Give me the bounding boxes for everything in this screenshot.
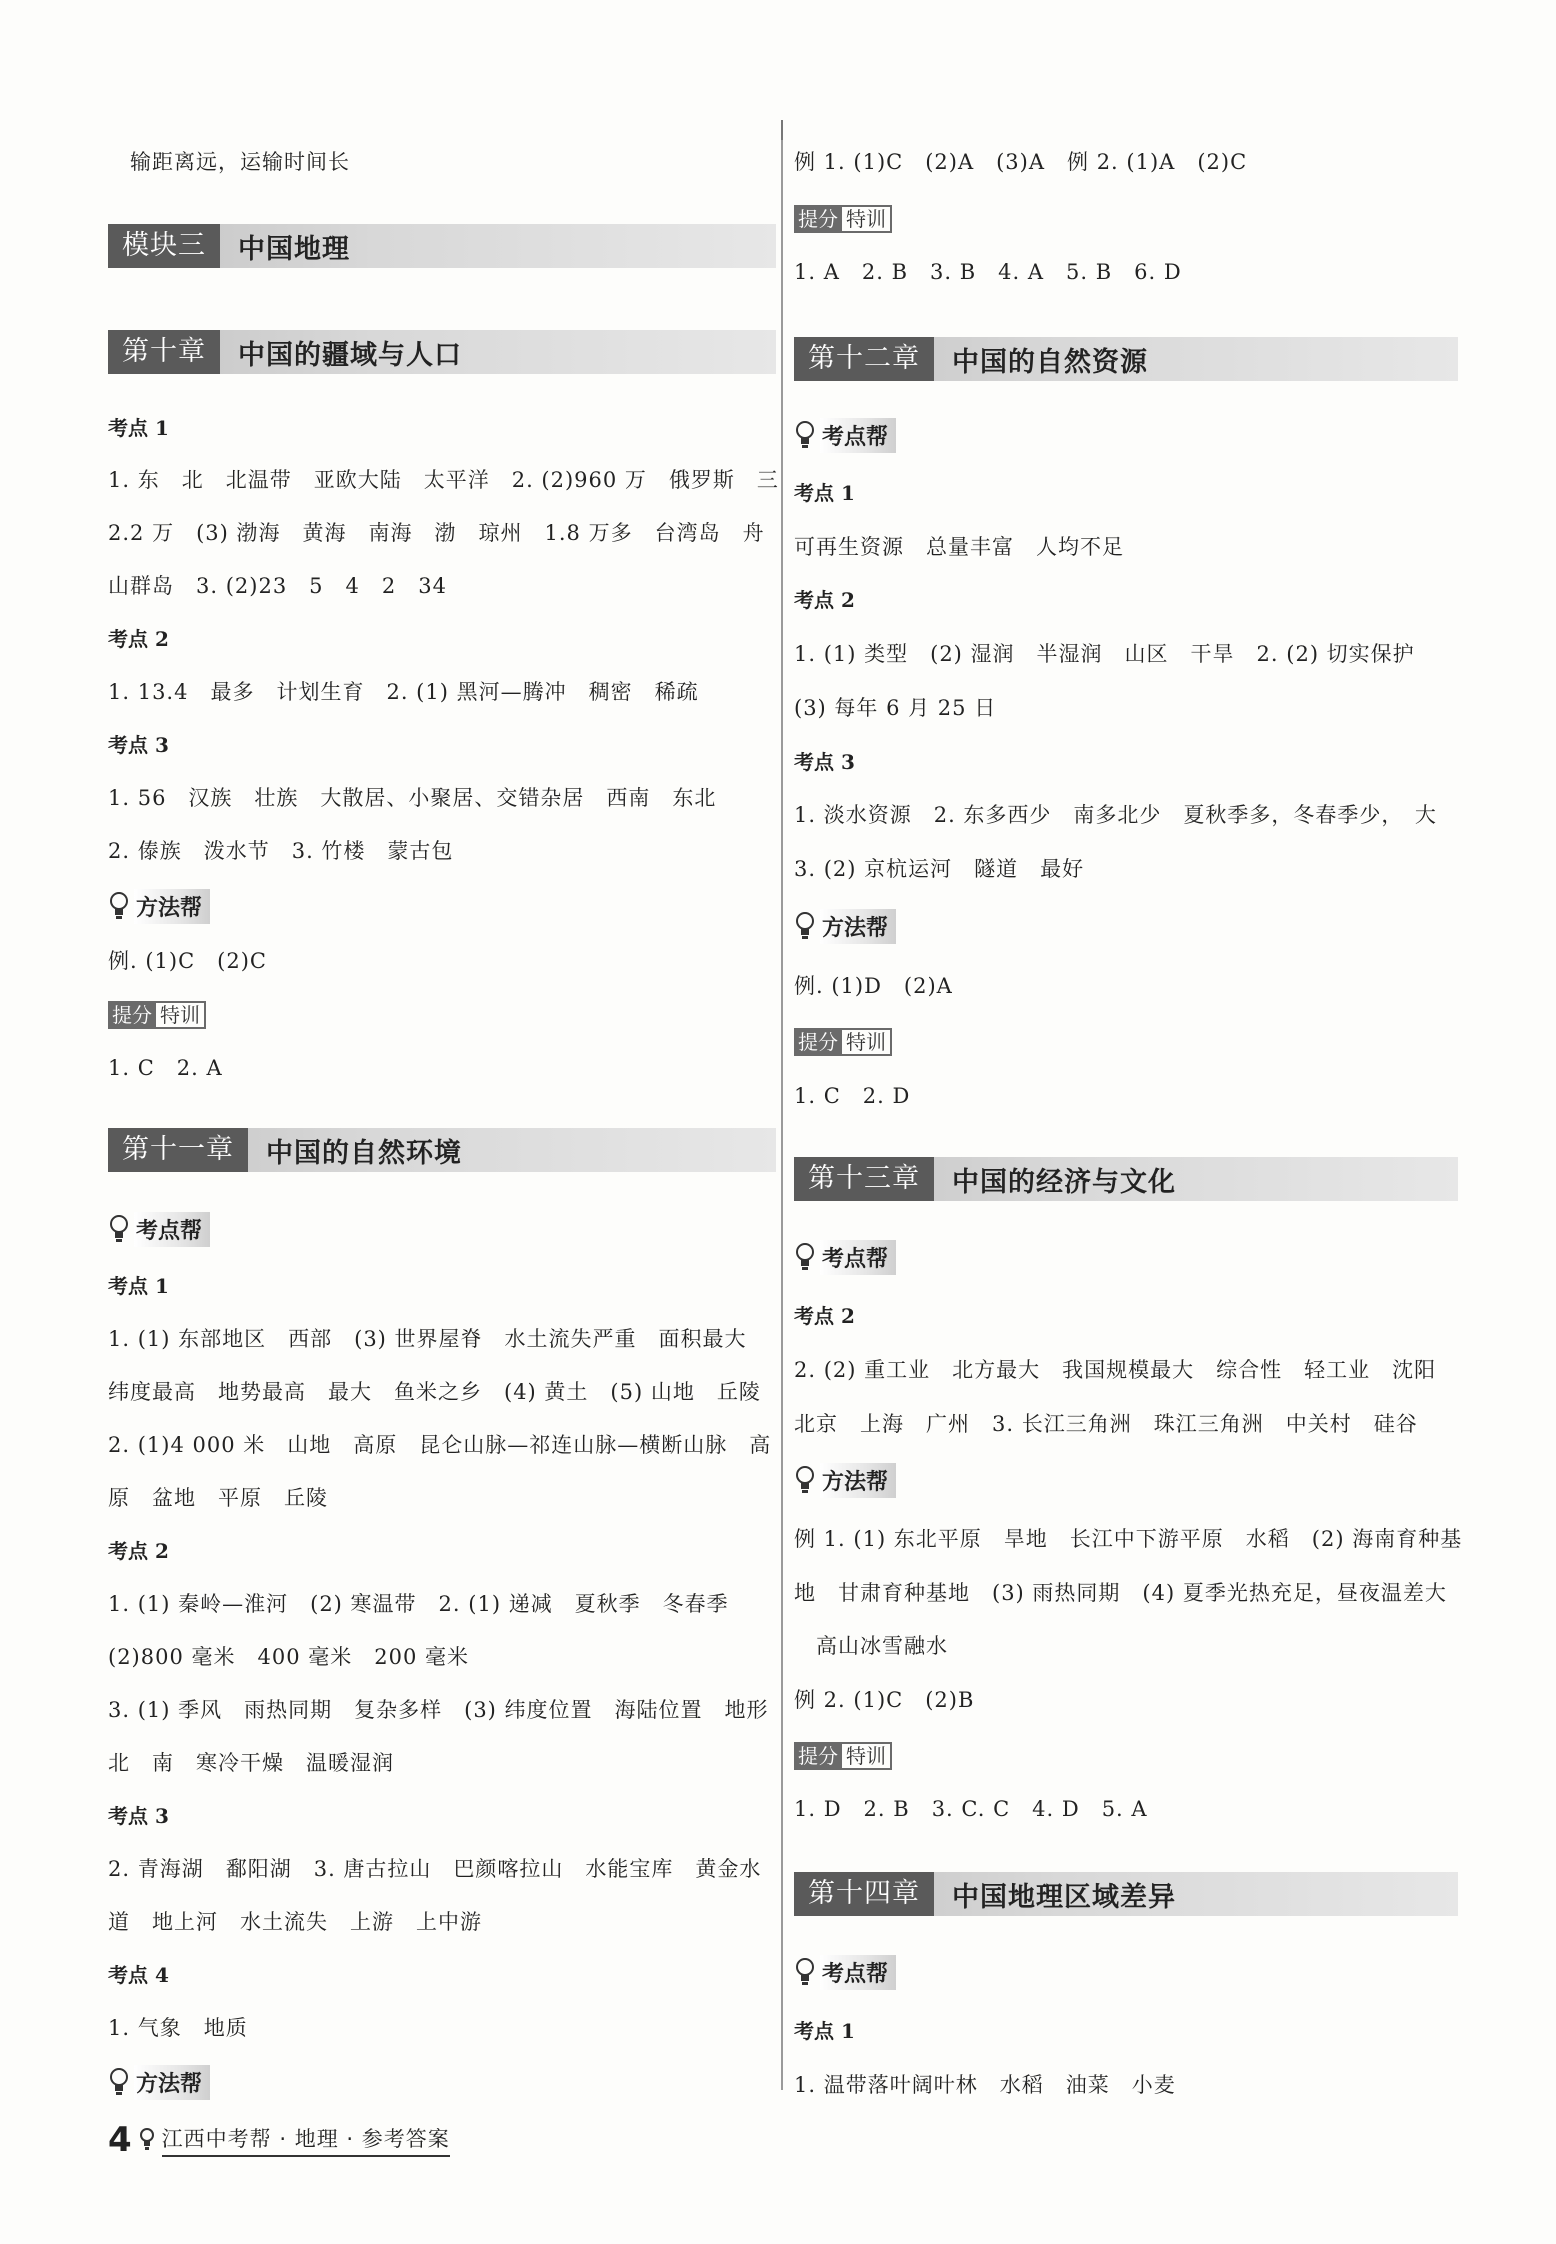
module-header — [108, 224, 776, 268]
chapter-title: 中国地理区域差异 — [952, 1881, 1176, 1913]
module-title: 中国地理 — [238, 233, 350, 265]
answer-line: 1. C 2. A — [108, 1056, 223, 1080]
chapter-11-header — [108, 1128, 776, 1172]
kaodian-section — [794, 1955, 896, 1989]
kaodian-label: 考点 3 — [108, 1804, 169, 1828]
answer-line: 2. (2) 重工业 北方最大 我国规模最大 综合性 轻工业 沈阳 — [794, 1358, 1437, 1382]
answer-line: 1. 56 汉族 壮族 大散居、小聚居、交错杂居 西南 东北 — [108, 786, 717, 810]
lightbulb-icon — [108, 1214, 130, 1244]
tifen-badge-left: 提分 — [108, 1001, 156, 1029]
answer-line: (2)800 毫米 400 毫米 200 毫米 — [108, 1645, 470, 1669]
tifen-badge-right: 特训 — [156, 1001, 206, 1029]
answer-line: 纬度最高 地势最高 最大 鱼米之乡 (4) 黄土 (5) 山地 丘陵 — [108, 1380, 761, 1404]
page-footer — [108, 2120, 450, 2160]
kaodian-section — [108, 1212, 210, 1246]
section-label: 考点帮 — [134, 1212, 210, 1247]
chapter-12-header — [794, 337, 1458, 381]
tifen-badge-right: 特训 — [842, 1742, 892, 1770]
chapter-title: 中国的自然环境 — [266, 1137, 462, 1169]
module-tag: 模块三 — [108, 224, 220, 268]
top-column-divider — [781, 120, 783, 140]
section-label: 考点帮 — [820, 1955, 896, 1990]
section-label: 方法帮 — [820, 909, 896, 944]
method-section — [794, 1463, 896, 1497]
answer-line: 1. 温带落叶阔叶林 水稻 油菜 小麦 — [794, 2073, 1176, 2097]
answer-line: 1. (1) 秦岭—淮河 (2) 寒温带 2. (1) 递减 夏秋季 冬春季 — [108, 1592, 729, 1616]
answer-line: 可再生资源 总量丰富 人均不足 — [794, 535, 1124, 559]
answer-line: 例 2. (1)C (2)B — [794, 1688, 975, 1712]
answer-line: 2. (1)4 000 米 山地 高原 昆仑山脉—祁连山脉—横断山脉 高 — [108, 1433, 772, 1457]
answer-line: 原 盆地 平原 丘陵 — [108, 1486, 328, 1510]
tifen-badge-left: 提分 — [794, 205, 842, 233]
tifen-badge — [108, 1001, 206, 1029]
kaodian-label: 考点 1 — [108, 416, 169, 440]
column-divider — [781, 140, 783, 2090]
answer-line: 北京 上海 广州 3. 长江三角洲 珠江三角洲 中关村 硅谷 — [794, 1412, 1418, 1436]
tifen-badge-right: 特训 — [842, 205, 892, 233]
page-number: 4 — [108, 2120, 132, 2160]
chapter-tag: 第十一章 — [108, 1128, 248, 1172]
answer-line: 2. 青海湖 鄱阳湖 3. 唐古拉山 巴颜喀拉山 水能宝库 黄金水 — [108, 1857, 762, 1881]
lightbulb-icon — [794, 1242, 816, 1272]
chapter-title: 中国的疆域与人口 — [238, 339, 462, 371]
kaodian-label: 考点 1 — [794, 481, 855, 505]
kaodian-label: 考点 2 — [108, 627, 169, 651]
tifen-badge — [794, 205, 892, 233]
answer-line: 例 1. (1)C (2)A (3)A 例 2. (1)A (2)C — [794, 150, 1248, 174]
chapter-14-header — [794, 1872, 1458, 1916]
kaodian-section — [794, 1240, 896, 1274]
chapter-tag: 第十章 — [108, 330, 220, 374]
lightbulb-icon — [794, 420, 816, 450]
kaodian-label: 考点 4 — [108, 1963, 169, 1987]
footer-title: 江西中考帮 · 地理 · 参考答案 — [162, 2123, 450, 2157]
section-label: 考点帮 — [820, 418, 896, 453]
answer-line: 输距离远，运输时间长 — [130, 150, 350, 174]
answer-line: 1. 气象 地质 — [108, 2016, 248, 2040]
chapter-title: 中国的自然资源 — [952, 346, 1148, 378]
kaodian-label: 考点 2 — [794, 1304, 855, 1328]
answer-line: 山群岛 3. (2)23 5 4 2 34 — [108, 574, 447, 598]
answer-line: 1. (1) 类型 (2) 湿润 半湿润 山区 干旱 2. (2) 切实保护 — [794, 642, 1415, 666]
tifen-badge — [794, 1742, 892, 1770]
answer-line: 1. (1) 东部地区 西部 (3) 世界屋脊 水土流失严重 面积最大 — [108, 1327, 747, 1351]
kaodian-label: 考点 1 — [794, 2019, 855, 2043]
answer-line: 高山冰雪融水 — [794, 1634, 948, 1658]
answer-line: 1. 东 北 北温带 亚欧大陆 太平洋 2. (2)960 万 俄罗斯 三 — [108, 468, 779, 492]
method-section — [108, 2065, 210, 2099]
kaodian-label: 考点 2 — [794, 588, 855, 612]
answer-line: 道 地上河 水土流失 上游 上中游 — [108, 1910, 482, 1934]
method-section — [794, 909, 896, 943]
section-label: 方法帮 — [134, 2065, 210, 2100]
chapter-13-header — [794, 1157, 1458, 1201]
chapter-10-header — [108, 330, 776, 374]
section-label: 方法帮 — [134, 889, 210, 924]
answer-line: 2. 傣族 泼水节 3. 竹楼 蒙古包 — [108, 839, 454, 863]
answer-line: 例. (1)C (2)C — [108, 949, 267, 973]
tifen-badge-left: 提分 — [794, 1742, 842, 1770]
chapter-title: 中国的经济与文化 — [952, 1166, 1176, 1198]
answer-line: 3. (1) 季风 雨热同期 复杂多样 (3) 纬度位置 海陆位置 地形 — [108, 1698, 769, 1722]
kaodian-label: 考点 3 — [108, 733, 169, 757]
lightbulb-icon — [138, 2127, 156, 2153]
kaodian-label: 考点 3 — [794, 750, 855, 774]
section-label: 方法帮 — [820, 1463, 896, 1498]
lightbulb-icon — [108, 2067, 130, 2097]
method-section — [108, 889, 210, 923]
answer-line: (3) 每年 6 月 25 日 — [794, 696, 997, 720]
tifen-badge-left: 提分 — [794, 1028, 842, 1056]
answer-line: 地 甘肃育种基地 (3) 雨热同期 (4) 夏季光热充足，昼夜温差大 — [794, 1581, 1447, 1605]
tifen-badge — [794, 1028, 892, 1056]
section-label: 考点帮 — [820, 1240, 896, 1275]
answer-line: 1. A 2. B 3. B 4. A 5. B 6. D — [794, 260, 1182, 284]
answer-line: 3. (2) 京杭运河 隧道 最好 — [794, 857, 1085, 881]
lightbulb-icon — [108, 891, 130, 921]
answer-line: 例. (1)D (2)A — [794, 974, 953, 998]
lightbulb-icon — [794, 1957, 816, 1987]
lightbulb-icon — [794, 911, 816, 941]
lightbulb-icon — [794, 1465, 816, 1495]
chapter-tag: 第十四章 — [794, 1872, 934, 1916]
answer-line: 1. 13.4 最多 计划生育 2. (1) 黑河—腾冲 稠密 稀疏 — [108, 680, 699, 704]
chapter-tag: 第十三章 — [794, 1157, 934, 1201]
answer-line: 2.2 万 (3) 渤海 黄海 南海 渤 琼州 1.8 万多 台湾岛 舟 — [108, 521, 765, 545]
answer-line: 1. 淡水资源 2. 东多西少 南多北少 夏秋季多，冬春季少， 大 — [794, 803, 1437, 827]
answer-line: 例 1. (1) 东北平原 旱地 长江中下游平原 水稻 (2) 海南育种基 — [794, 1527, 1463, 1551]
kaodian-label: 考点 2 — [108, 1539, 169, 1563]
tifen-badge-right: 特训 — [842, 1028, 892, 1056]
answer-line: 1. D 2. B 3. C. C 4. D 5. A — [794, 1797, 1148, 1821]
answer-line: 1. C 2. D — [794, 1084, 911, 1108]
kaodian-section — [794, 418, 896, 452]
chapter-tag: 第十二章 — [794, 337, 934, 381]
answer-line: 北 南 寒冷干燥 温暖湿润 — [108, 1751, 394, 1775]
kaodian-label: 考点 1 — [108, 1274, 169, 1298]
